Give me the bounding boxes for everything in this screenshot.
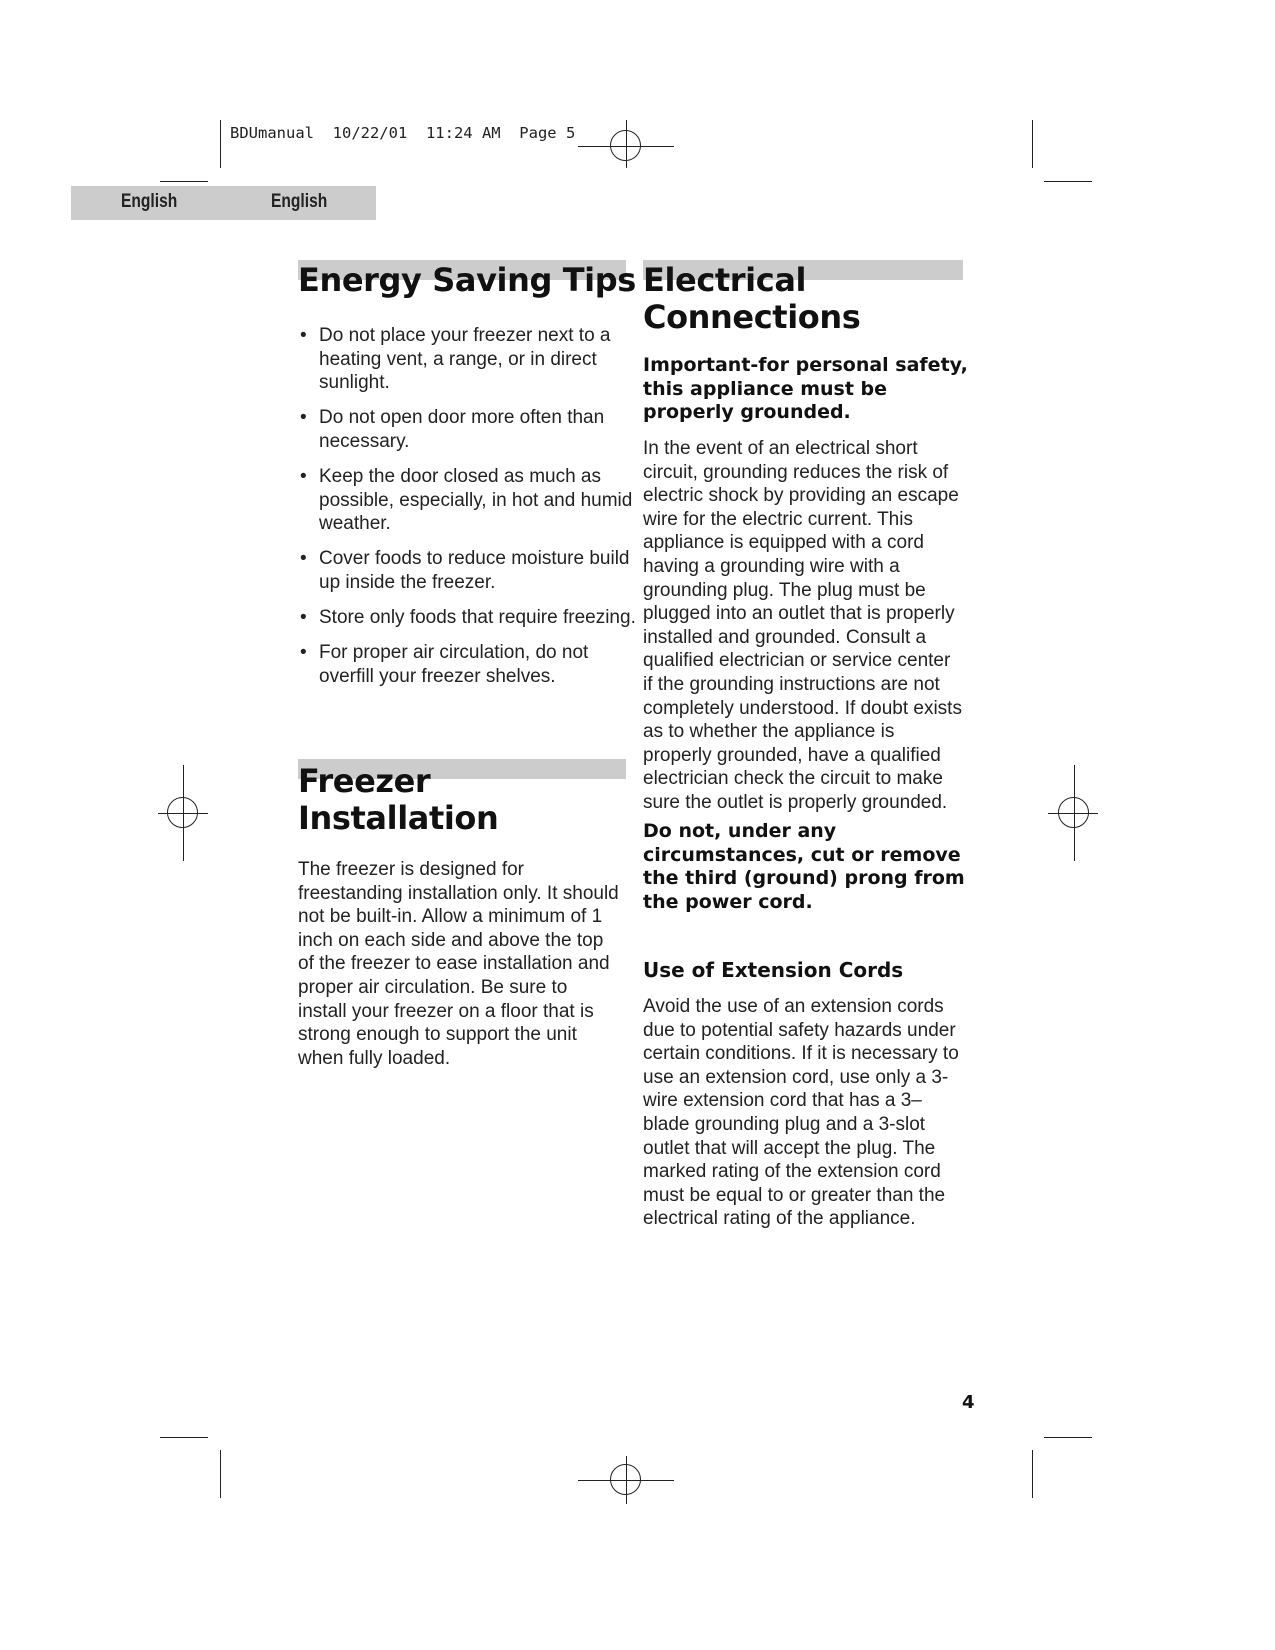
freezer-installation-body: The freezer is designed for freestanding installation only. It should not be built-in. Allow a minimum of 1 inch on each side and above the top of the freezer to ease installation and proper air circulation. Be sure to install your freezer on a floor that is strong enough to support the unit when fully loaded. [298,859,619,1069]
registration-target [604,1458,648,1502]
bullet-icon: • [300,325,307,346]
list-item: • Store only foods that require freezing. [300,606,636,628]
language-tab-right: English [271,191,328,212]
crop-mark [1032,1450,1033,1498]
bullet-icon: • [300,465,307,487]
energy-tips-list [300,324,640,700]
registration-target [161,791,205,835]
freezer-installation-title: Freezer Installation [298,762,499,837]
print-slug-line: BDUmanual 10/22/01 11:24 AM Page 5 [230,124,576,142]
list-item: • Do not place your freezer next to a heating vent, a range, or in direct sunlight. [300,325,611,394]
registration-target [1052,791,1096,835]
prong-warning: Do not, under any circumstances, cut or remove the third (ground) prong from the power cord. [643,820,965,913]
crop-mark [160,1437,208,1438]
crop-mark [220,120,221,168]
bullet-icon: • [300,548,307,570]
page-number: 4 [962,1392,975,1413]
electrical-connections-title: Electrical Connections [643,261,861,336]
extension-cords-body: Avoid the use of an extension cords due to potential safety hazards under certain conditions. If it is necessary to use an extension cord, use only a 3-wire extension cord that has a 3–blade grounding plug and a 3-slot outlet that will accept the plug. The marked rating of the extension cord must be equal to or greater than the electrical rating of the appliance. [643,996,959,1230]
list-item: • For proper air circulation, do not overfill your freezer shelves. [300,642,589,687]
crop-mark [1044,181,1092,182]
registration-target [604,124,648,168]
crop-mark [220,1450,221,1498]
language-tab-bar [71,186,376,220]
language-tab-left: English [121,191,178,212]
crop-mark [1032,120,1033,168]
electrical-body: In the event of an electrical short circuit, grounding reduces the risk of electric shock by providing an escape wire for the electric current. This appliance is equipped with a cord having a grounding wire with a grounding plug. The plug must be plugged into an outlet that is properly installed and grounded. Consult a qualified electrician or service center if the grounding instructions are not completely understood. If doubt exists as to whether the appliance is properly grounded, have a qualified electrician check the circuit to make sure the outlet is properly grounded. [643,438,962,813]
list-item: • Cover foods to reduce moisture build up inside the freezer. [300,548,630,593]
bullet-icon: • [300,606,307,628]
bullet-icon: • [300,407,307,429]
bullet-icon: • [300,642,307,664]
energy-saving-title: Energy Saving Tips [298,261,636,299]
list-item: • Do not open door more often than necessary. [300,407,605,452]
crop-mark [160,181,208,182]
extension-cords-title: Use of Extension Cords [643,958,904,982]
grounding-important-note: Important-for personal safety, this appliance must be properly grounded. [643,354,968,424]
crop-mark [1044,1437,1092,1438]
list-item: • Keep the door closed as much as possible, especially, in hot and humid weather. [300,465,633,535]
